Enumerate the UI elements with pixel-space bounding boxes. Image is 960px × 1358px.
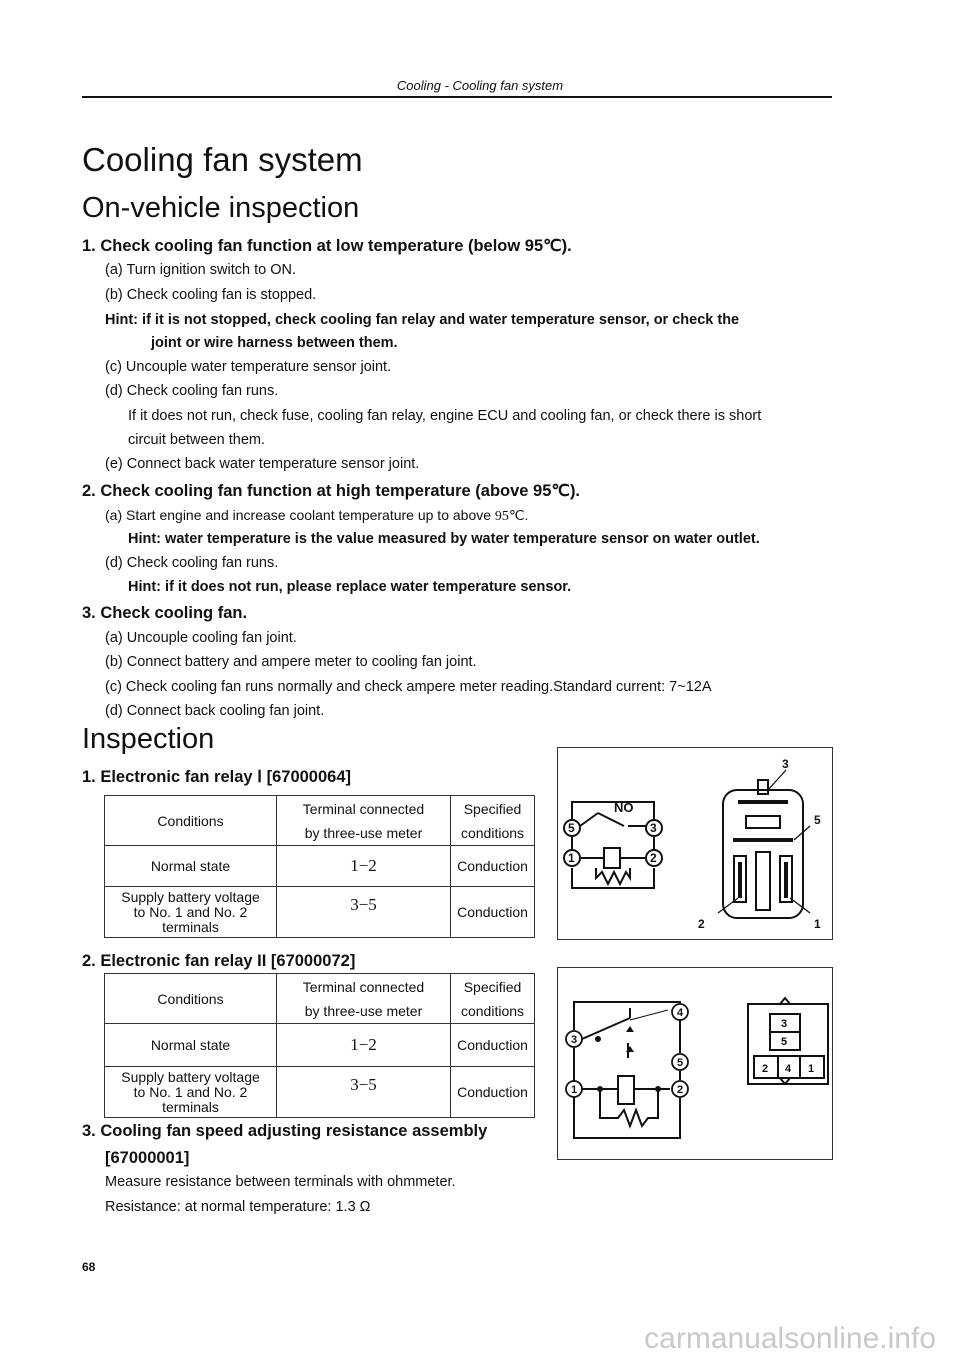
header-rule	[82, 96, 832, 98]
relay2-terminal-4: 4	[677, 1007, 684, 1019]
relay2-diagram	[558, 968, 832, 1159]
table-header-row	[105, 796, 535, 846]
relay1-terminal-5: 5	[568, 821, 575, 835]
condition-line: Supply battery voltage	[121, 888, 260, 905]
relay2-pin-2: 2	[762, 1063, 769, 1075]
resistor-text1: Measure resistance between terminals with ohmmeter.	[105, 1174, 456, 1190]
table-row	[105, 846, 535, 887]
header-specified	[451, 974, 535, 1024]
table-row	[105, 1024, 535, 1067]
relay1-spec-table	[104, 795, 535, 938]
relay1-heading: 1. Electronic fan relay Ⅰ [67000064]	[82, 768, 352, 786]
cell-result: Conduction	[451, 887, 535, 938]
header-conditions: Conditions	[105, 796, 277, 846]
cell-result: Conduction	[451, 1067, 535, 1118]
relay1-no-label: NO	[614, 800, 634, 815]
relay1-connector-5: 5	[814, 813, 821, 827]
condition-line: terminals	[162, 1098, 219, 1115]
cell-terminals: 1−2	[277, 846, 451, 887]
page-title: Cooling fan system	[82, 141, 363, 178]
header-terminal-line2: by three-use meter	[304, 824, 423, 841]
step2-heading: 2. Check cooling fan function at high temperature (above 95℃).	[82, 482, 581, 500]
condition-line: to No. 1 and No. 2	[133, 1083, 248, 1100]
relay2-terminal-3: 3	[571, 1034, 578, 1046]
running-header: Cooling - Cooling fan system	[396, 78, 564, 93]
resistor-heading-line1: 3. Cooling fan speed adjusting resistance assembly	[82, 1122, 488, 1140]
step2-a-text: (a) Start engine and increase coolant temperature up to above	[105, 507, 492, 523]
relay2-pin-4: 4	[785, 1063, 792, 1075]
cell-result: Conduction	[451, 1024, 535, 1067]
page-number: 68	[82, 1260, 96, 1274]
header-specified-line2: conditions	[460, 824, 525, 841]
relay1-terminal-2: 2	[650, 851, 657, 865]
relay1-connector-3: 3	[782, 757, 789, 771]
step1-b: (b) Check cooling fan is stopped.	[105, 287, 317, 303]
step1-a: (a) Turn ignition switch to ON.	[105, 262, 296, 278]
cell-terminals: 3−5	[277, 887, 451, 938]
header-specified-line2: conditions	[460, 1002, 525, 1019]
table-header-row	[105, 974, 535, 1024]
header-terminal-line1: Terminal connected	[302, 800, 425, 817]
cell-condition	[105, 887, 277, 938]
relay1-terminal-3: 3	[650, 821, 657, 835]
step2-a	[105, 507, 528, 525]
cell-condition	[105, 1067, 277, 1118]
cell-terminals: 3−5	[277, 1067, 451, 1118]
condition-line: terminals	[162, 918, 219, 935]
step1-heading: 1. Check cooling fan function at low temperature (below 95℃).	[82, 237, 572, 255]
header-conditions: Conditions	[105, 974, 277, 1024]
cell-result: Conduction	[451, 846, 535, 887]
header-specified-line1: Specified	[463, 800, 522, 817]
relay2-figure	[557, 967, 833, 1160]
step1-hint-line2: joint or wire harness between them.	[151, 335, 398, 351]
step2-hint2: Hint: if it does not run, please replace water temperature sensor.	[128, 579, 572, 595]
watermark: carmanualsonline.info	[644, 1322, 936, 1355]
step1-e: (e) Connect back water temperature sensor joint.	[105, 456, 420, 472]
cell-condition: Normal state	[105, 846, 277, 887]
step3-d: (d) Connect back cooling fan joint.	[105, 703, 325, 719]
resistor-heading-line2: [67000001]	[105, 1149, 190, 1167]
step1-d: (d) Check cooling fan runs.	[105, 383, 279, 399]
section-title-on-vehicle: On-vehicle inspection	[82, 192, 360, 224]
relay1-terminal-1: 1	[568, 851, 575, 865]
section-title-inspection: Inspection	[82, 723, 215, 755]
relay1-figure	[557, 747, 833, 940]
step1-d-note2: circuit between them.	[128, 432, 266, 448]
step1-d-note1: If it does not run, check fuse, cooling fan relay, engine ECU and cooling fan, or check there is short	[128, 408, 762, 424]
header-terminal	[277, 796, 451, 846]
step1-c: (c) Uncouple water temperature sensor joint.	[105, 359, 392, 375]
table-row	[105, 1067, 535, 1118]
step3-b: (b) Connect battery and ampere meter to cooling fan joint.	[105, 654, 477, 670]
relay2-pin-5: 5	[781, 1036, 788, 1048]
header-specified	[451, 796, 535, 846]
header-terminal-line2: by three-use meter	[304, 1002, 423, 1019]
step2-a-temp: 95℃.	[494, 509, 529, 524]
step3-a: (a) Uncouple cooling fan joint.	[105, 630, 297, 646]
relay2-terminal-5: 5	[677, 1057, 684, 1069]
cell-condition: Normal state	[105, 1024, 277, 1067]
relay2-heading: 2. Electronic fan relay II [67000072]	[82, 952, 356, 970]
step1-hint-line1: Hint: if it is not stopped, check cooling fan relay and water temperature sensor, or check the	[105, 312, 740, 328]
relay2-pin-1: 1	[808, 1063, 815, 1075]
step3-heading: 3. Check cooling fan.	[82, 604, 248, 622]
relay1-connector-1: 1	[814, 917, 821, 931]
header-specified-line1: Specified	[463, 978, 522, 995]
cell-terminals: 1−2	[277, 1024, 451, 1067]
table-row	[105, 887, 535, 938]
relay1-connector-2: 2	[698, 917, 705, 931]
step2-hint1: Hint: water temperature is the value measured by water temperature sensor on water outlet.	[128, 531, 760, 547]
relay2-spec-table	[104, 973, 535, 1118]
condition-line: Supply battery voltage	[121, 1068, 260, 1085]
header-terminal	[277, 974, 451, 1024]
relay2-terminal-1: 1	[571, 1084, 578, 1096]
relay1-diagram	[558, 748, 832, 939]
relay2-terminal-2: 2	[677, 1084, 684, 1096]
step3-c: (c) Check cooling fan runs normally and check ampere meter reading.Standard current: 7~12A	[105, 679, 712, 695]
step2-d: (d) Check cooling fan runs.	[105, 555, 279, 571]
condition-line: to No. 1 and No. 2	[133, 903, 248, 920]
resistor-text2: Resistance: at normal temperature: 1.3 Ω	[105, 1199, 371, 1215]
relay2-pin-3: 3	[781, 1018, 788, 1030]
header-terminal-line1: Terminal connected	[302, 978, 425, 995]
